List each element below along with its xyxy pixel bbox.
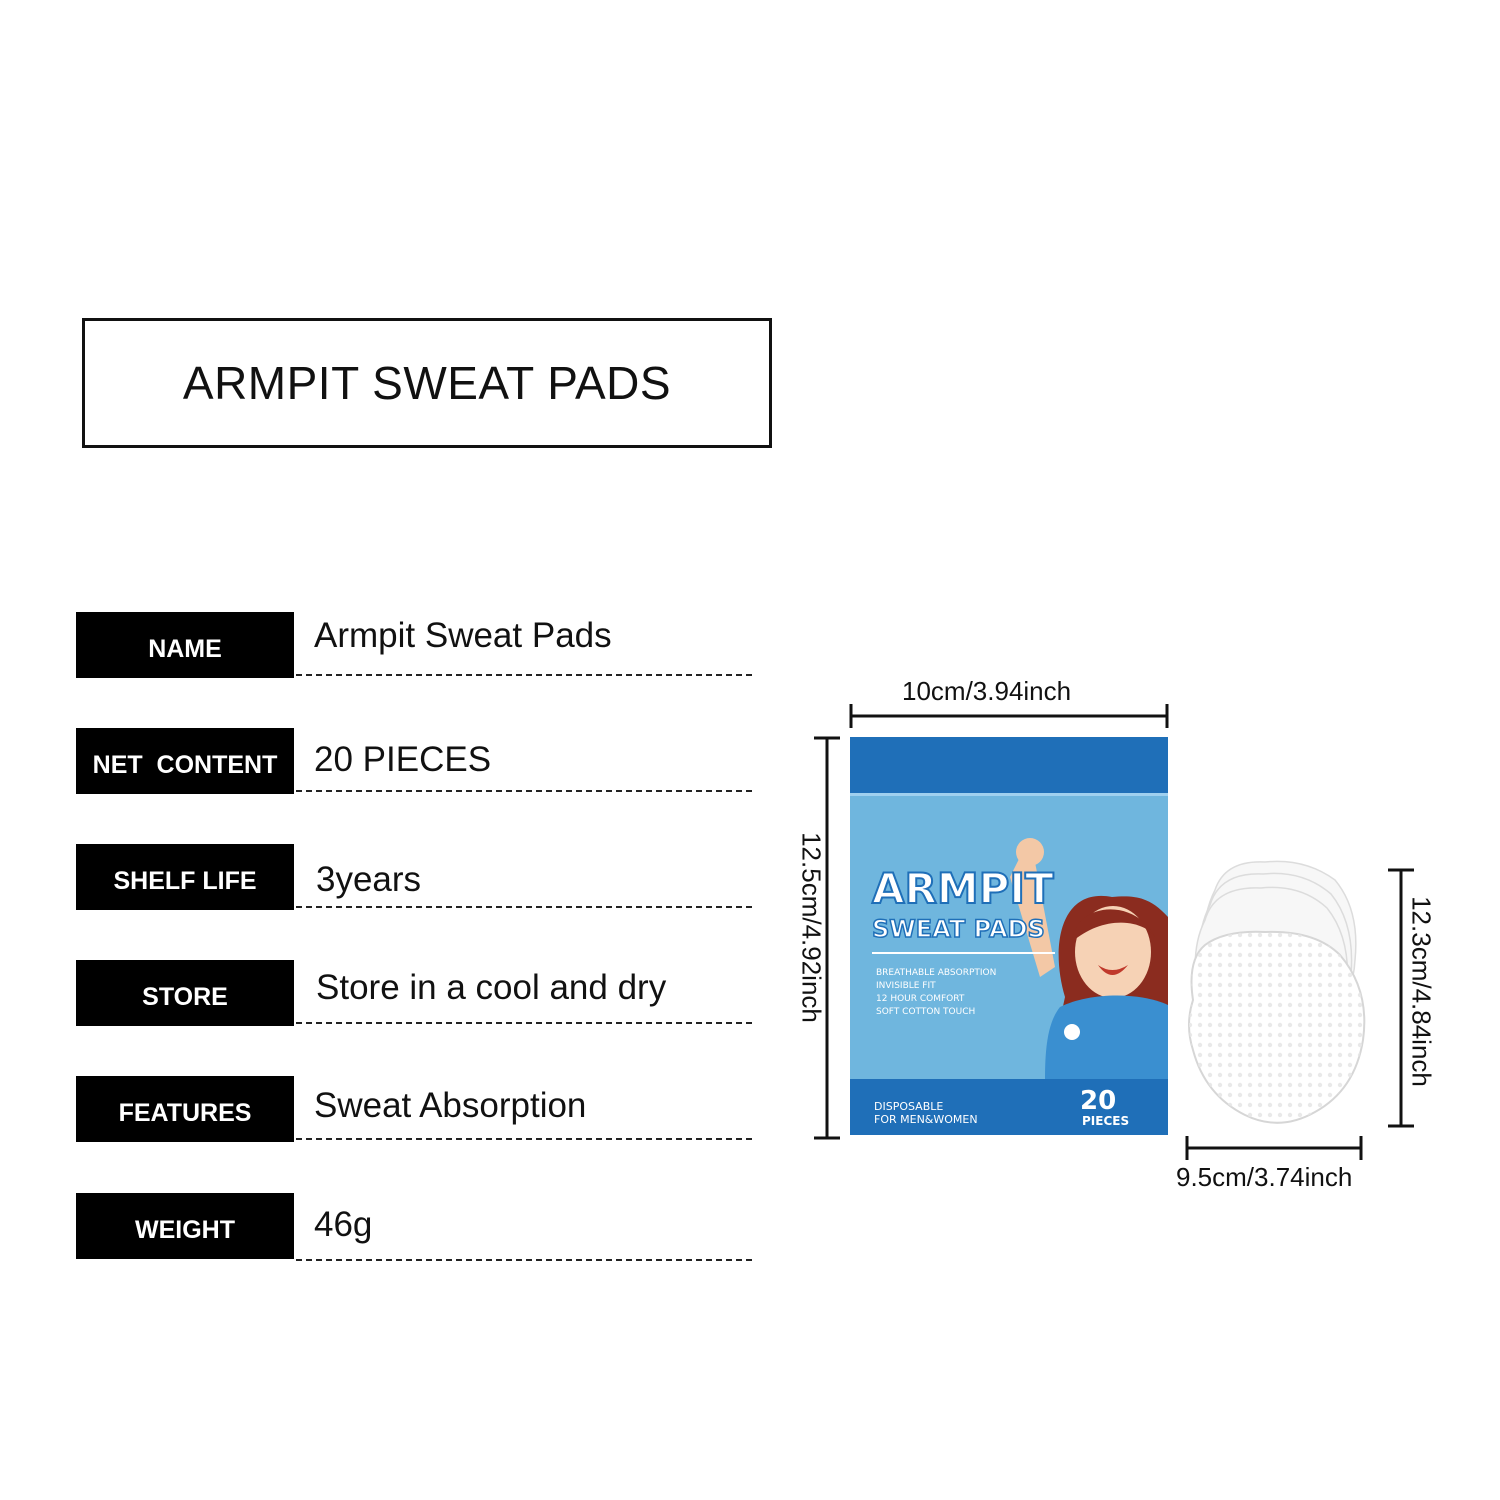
dashed-divider bbox=[296, 790, 752, 792]
pad-width-dimension-line bbox=[1182, 1134, 1366, 1164]
spec-row-net-content bbox=[76, 728, 756, 794]
dashed-divider bbox=[296, 906, 752, 908]
spec-row-store bbox=[76, 960, 756, 1026]
package-illustration bbox=[850, 737, 1168, 1135]
package-bullet: INVISIBLE FIT bbox=[876, 981, 936, 991]
page-title: ARMPIT SWEAT PADS bbox=[182, 357, 672, 409]
title-box bbox=[82, 318, 772, 448]
spec-row-name bbox=[76, 612, 756, 678]
spec-value: 46g bbox=[314, 1205, 373, 1244]
package-brand-line1: ARMPIT bbox=[872, 864, 1054, 913]
pad-height-label: 12.3cm/4.84inch bbox=[1406, 896, 1437, 1087]
spec-value: 3years bbox=[316, 860, 422, 899]
pads-stack-illustration bbox=[1175, 850, 1370, 1140]
spec-label: WEIGHT bbox=[76, 1193, 294, 1259]
package-footer-line2: FOR MEN&WOMEN bbox=[874, 1113, 978, 1126]
spec-row-shelf-life bbox=[76, 844, 756, 910]
spec-value: Sweat Absorption bbox=[314, 1086, 587, 1125]
box-width-label: 10cm/3.94inch bbox=[902, 676, 1072, 706]
package-count: 20 bbox=[1080, 1086, 1117, 1116]
spec-row-weight bbox=[76, 1193, 756, 1259]
dashed-divider bbox=[296, 1138, 752, 1140]
spec-value: 20 PIECES bbox=[314, 740, 492, 779]
spec-label: STORE bbox=[76, 960, 294, 1026]
spec-row-features bbox=[76, 1076, 756, 1142]
dashed-divider bbox=[296, 1022, 752, 1024]
package-brand-line2: SWEAT PADS bbox=[872, 915, 1045, 943]
package-top-band bbox=[850, 737, 1168, 793]
package-count-label: PIECES bbox=[1082, 1114, 1130, 1128]
pad-width-label: 9.5cm/3.74inch bbox=[1176, 1162, 1353, 1192]
spec-label: NET CONTENT bbox=[76, 728, 294, 794]
box-height-label: 12.5cm/4.92inch bbox=[796, 832, 827, 1023]
package-footer-line1: DISPOSABLE bbox=[874, 1100, 944, 1113]
spec-label: FEATURES bbox=[76, 1076, 294, 1142]
spec-label: NAME bbox=[76, 612, 294, 678]
box-width-dimension-line bbox=[846, 700, 1172, 730]
package-bullet: 12 HOUR COMFORT bbox=[876, 994, 965, 1004]
dashed-divider bbox=[296, 1259, 752, 1261]
spec-label: SHELF LIFE bbox=[76, 844, 294, 910]
spec-value: Armpit Sweat Pads bbox=[314, 616, 612, 655]
package-bullet: BREATHABLE ABSORPTION bbox=[876, 968, 997, 978]
spec-value: Store in a cool and dry bbox=[316, 968, 667, 1007]
dashed-divider bbox=[296, 674, 752, 676]
package-bullet: SOFT COTTON TOUCH bbox=[876, 1007, 976, 1017]
